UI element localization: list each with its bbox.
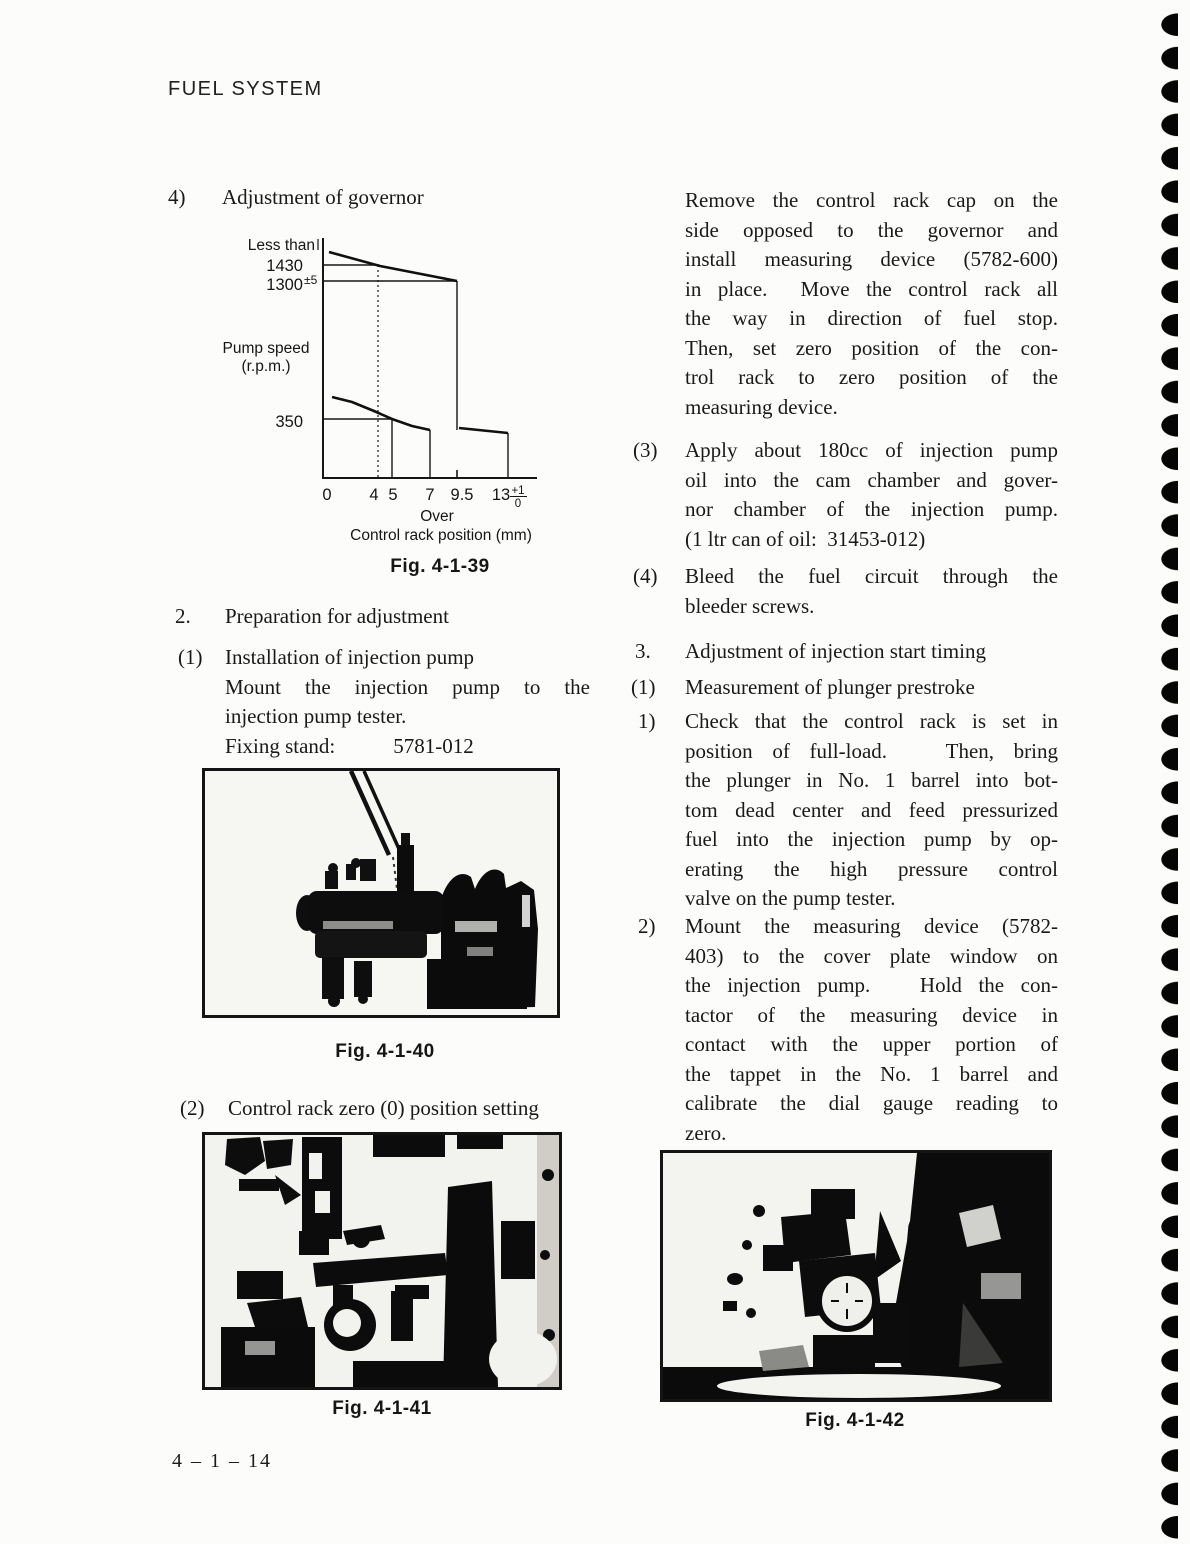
xlabel-over: Over bbox=[420, 508, 454, 525]
high-speed-curve bbox=[329, 252, 457, 281]
xtick-7: 7 bbox=[425, 486, 435, 504]
ylabel-pump-speed: Pump speed bbox=[222, 340, 310, 357]
xtick-13: 13 bbox=[491, 486, 511, 504]
paragraph-line: position of full-load. Then, bring bbox=[685, 738, 1058, 763]
paragraph-line: bleeder screws. bbox=[685, 593, 815, 618]
label-1430: 1430 bbox=[266, 257, 303, 275]
right-item-3 bbox=[633, 436, 1058, 554]
paragraph-line: Remove the control rack cap on the bbox=[685, 188, 1058, 212]
injection-pump-photo-graphic bbox=[205, 771, 557, 1015]
paragraph-line: 403) to the cover plate window on bbox=[685, 943, 1058, 968]
section-4-title: Adjustment of governor bbox=[222, 185, 424, 209]
paragraph-line: Bleed the fuel circuit through the bbox=[685, 564, 1058, 588]
section-2-number: 2. bbox=[175, 604, 191, 628]
fixing-stand-value: 5781-012 bbox=[393, 733, 474, 758]
page-header: FUEL SYSTEM bbox=[168, 78, 323, 100]
right-item-4 bbox=[633, 562, 1058, 621]
section-3-number: 3. bbox=[635, 639, 651, 663]
paragraph-line: Check that the control rack is set in bbox=[685, 709, 1058, 733]
paragraph-line: install measuring device (5782-600) bbox=[685, 247, 1058, 271]
fixing-stand-label: Fixing stand: bbox=[225, 733, 336, 758]
right-item-1-number: (1) bbox=[631, 675, 656, 699]
paragraph-line: measuring device. bbox=[685, 394, 838, 419]
section-4-heading bbox=[168, 183, 590, 213]
section-4-number: 4) bbox=[168, 185, 186, 209]
label-1300: 1300 bbox=[266, 276, 303, 294]
fig-4-1-40-caption: Fig. 4-1-40 bbox=[335, 1041, 435, 1062]
right-item-4-number: (4) bbox=[633, 564, 658, 588]
right-sub-2 bbox=[638, 912, 1058, 1148]
fig-4-1-41-caption: Fig. 4-1-41 bbox=[332, 1398, 432, 1419]
paragraph-line: (1 ltr can of oil: 31453-012) bbox=[685, 526, 926, 551]
paragraph-line: oil into the cam chamber and gover- bbox=[685, 467, 1058, 492]
paragraph-line: tom dead center and feed pressurized bbox=[685, 797, 1058, 822]
right-item-1 bbox=[631, 673, 1058, 703]
xtick-9-5: 9.5 bbox=[450, 486, 474, 504]
governor-chart bbox=[200, 230, 560, 550]
right-sub-2-number: 2) bbox=[638, 914, 656, 938]
left-item-1 bbox=[178, 643, 590, 761]
fig-4-1-39-caption: Fig. 4-1-39 bbox=[390, 556, 490, 577]
section-2-heading bbox=[175, 602, 590, 632]
paragraph-line: the way in direction of fuel stop. bbox=[685, 306, 1058, 330]
left-item-2-number: (2) bbox=[180, 1096, 205, 1120]
paragraph-line: in place. Move the control rack all bbox=[685, 276, 1058, 301]
section-3-title: Adjustment of injection start timing bbox=[685, 639, 986, 663]
paragraph-line: the tappet in the No. 1 barrel and bbox=[685, 1061, 1058, 1086]
left-item-1-line: injection pump tester. bbox=[225, 704, 407, 728]
xtick-13-tol-top: +1 bbox=[511, 485, 525, 497]
right-item-3-number: (3) bbox=[633, 438, 658, 462]
left-item-1-line: Mount the injection pump to the bbox=[225, 674, 590, 699]
idle-curve bbox=[332, 397, 430, 430]
dial-gauge-photo-graphic bbox=[663, 1153, 1049, 1399]
xtick-13-tol-bottom: 0 bbox=[514, 498, 522, 510]
paragraph-line: Then, set zero position of the con- bbox=[685, 335, 1058, 360]
label-350: 350 bbox=[275, 413, 303, 431]
binding-marks bbox=[1160, 8, 1178, 1544]
section-2-title: Preparation for adjustment bbox=[225, 604, 449, 628]
paragraph-line: tactor of the measuring device in bbox=[685, 1002, 1058, 1027]
xlabel-control-rack: Control rack position (mm) bbox=[350, 527, 532, 544]
right-sub-1-number: 1) bbox=[638, 709, 656, 733]
right-sub-1 bbox=[638, 707, 1058, 914]
ylabel-rpm: (r.p.m.) bbox=[241, 358, 291, 375]
section-3-heading bbox=[635, 637, 1058, 667]
label-1300-tolerance: ±5 bbox=[304, 273, 318, 287]
paragraph-line: fuel into the injection pump by op- bbox=[685, 827, 1058, 851]
left-item-2 bbox=[180, 1094, 600, 1124]
paragraph-line: valve on the pump tester. bbox=[685, 886, 896, 910]
fig-4-1-41-photo bbox=[202, 1132, 562, 1390]
paragraph-line: zero. bbox=[685, 1120, 727, 1145]
paragraph-line: Mount the measuring device (5782- bbox=[685, 914, 1058, 938]
paragraph-line: Apply about 180cc of injection pump bbox=[685, 438, 1058, 462]
page-number: 4 – 1 – 14 bbox=[172, 1450, 272, 1472]
xtick-4: 4 bbox=[369, 486, 379, 504]
paragraph-line: erating the high pressure control bbox=[685, 856, 1058, 881]
left-item-1-line: Installation of injection pump bbox=[225, 645, 475, 669]
fig-4-1-40-photo bbox=[202, 768, 560, 1018]
test-bench-photo-graphic bbox=[205, 1135, 559, 1387]
left-item-2-title: Control rack zero (0) position setting bbox=[228, 1096, 539, 1120]
paragraph-line: nor chamber of the injection pump. bbox=[685, 497, 1058, 521]
fig-4-1-42-photo bbox=[660, 1150, 1052, 1402]
paragraph-line: trol rack to zero position of the bbox=[685, 365, 1058, 389]
fig-4-1-42-caption: Fig. 4-1-42 bbox=[805, 1410, 905, 1431]
right-item-1-title: Measurement of plunger prestroke bbox=[685, 675, 975, 699]
paragraph-line: calibrate the dial gauge reading to bbox=[685, 1091, 1058, 1115]
paragraph-line: contact with the upper portion of bbox=[685, 1032, 1058, 1056]
paragraph-line: side opposed to the governor and bbox=[685, 217, 1058, 242]
label-less-than: Less than bbox=[247, 237, 315, 254]
over-range-segment bbox=[459, 428, 508, 433]
fixing-stand-gap bbox=[335, 732, 393, 762]
left-item-1-number: (1) bbox=[178, 645, 203, 669]
right-intro-paragraph bbox=[685, 186, 1058, 422]
xtick-0: 0 bbox=[322, 486, 332, 504]
paragraph-line: the injection pump. Hold the con- bbox=[685, 973, 1058, 997]
paragraph-line: the plunger in No. 1 barrel into bot- bbox=[685, 768, 1058, 792]
xtick-5: 5 bbox=[388, 486, 398, 504]
